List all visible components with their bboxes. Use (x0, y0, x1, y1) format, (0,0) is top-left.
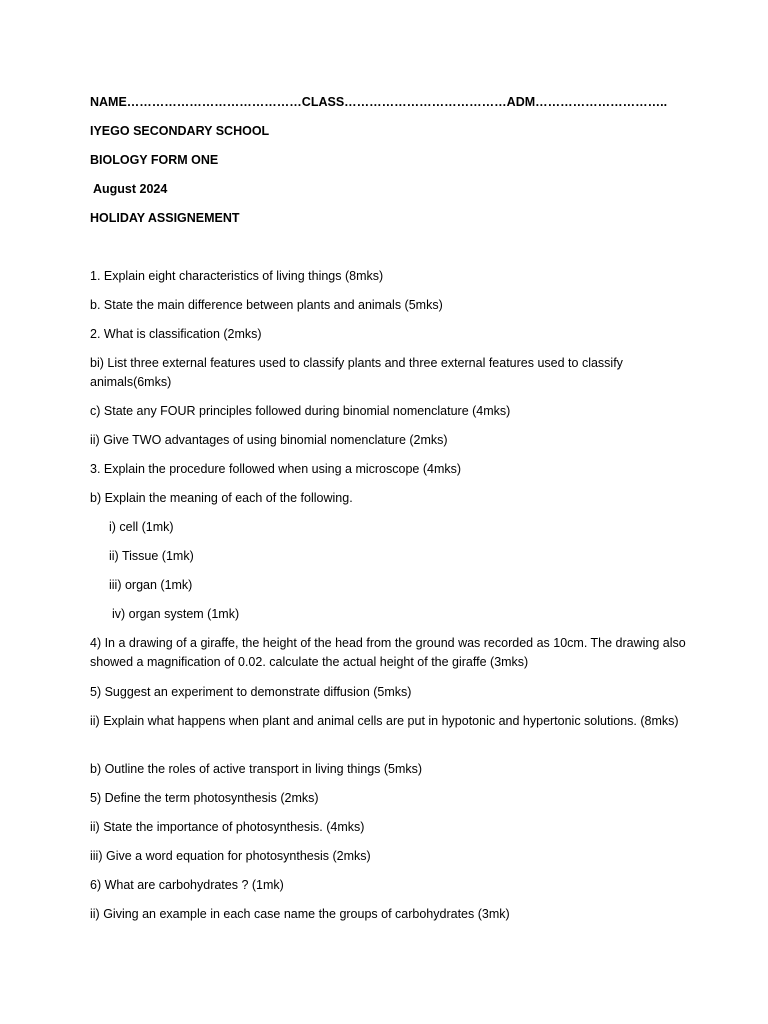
question-2bi: bi) List three external features used to classify plants and three external features used to classify animals(6mks) (90, 356, 623, 389)
question-5-photosynthesis-ii: ii) State the importance of photosynthesis. (4mks) (90, 820, 365, 834)
question-1: 1. Explain eight characteristics of living things (8mks) (90, 269, 384, 283)
name-class-adm-line: NAME……………………………………CLASS…………………………………ADM………………………….. (90, 95, 668, 109)
question-1b: b. State the main difference between plants and animals (5mks) (90, 298, 443, 312)
question-3b-iv: iv) organ system (1mk) (112, 607, 240, 621)
school-name: IYEGO SECONDARY SCHOOL (90, 124, 270, 138)
assignment-title: HOLIDAY ASSIGNEMENT (90, 211, 240, 225)
question-3b: b) Explain the meaning of each of the following. (90, 491, 353, 505)
question-5: 5) Suggest an experiment to demonstrate diffusion (5mks) (90, 685, 412, 699)
question-2ii: ii) Give TWO advantages of using binomial nomenclature (2mks) (90, 433, 448, 447)
question-5-photosynthesis-iii: iii) Give a word equation for photosynthesis (2mks) (90, 849, 371, 863)
question-6ii: ii) Giving an example in each case name the groups of carbohydrates (3mk) (90, 907, 510, 921)
question-5-photosynthesis: 5) Define the term photosynthesis (2mks) (90, 791, 319, 805)
date: August 2024 (93, 182, 168, 196)
question-5ii: ii) Explain what happens when plant and animal cells are put in hypotonic and hypertonic solutions. (8mks) (90, 714, 679, 728)
question-3b-ii: ii) Tissue (1mk) (109, 549, 194, 563)
question-5b: b) Outline the roles of active transport in living things (5mks) (90, 762, 423, 776)
question-2: 2. What is classification (2mks) (90, 327, 262, 341)
question-4: 4) In a drawing of a giraffe, the height of the head from the ground was recorded as 10cm. The drawing also showed a magnification of 0.02. calculate the actual height of the giraffe (3mks) (90, 636, 686, 669)
question-6: 6) What are carbohydrates ? (1mk) (90, 878, 284, 892)
question-3b-iii: iii) organ (1mk) (109, 578, 193, 592)
subject-title: BIOLOGY FORM ONE (90, 153, 219, 167)
question-3b-i: i) cell (1mk) (109, 520, 174, 534)
question-3: 3. Explain the procedure followed when using a microscope (4mks) (90, 462, 462, 476)
question-2c: c) State any FOUR principles followed during binomial nomenclature (4mks) (90, 404, 511, 418)
